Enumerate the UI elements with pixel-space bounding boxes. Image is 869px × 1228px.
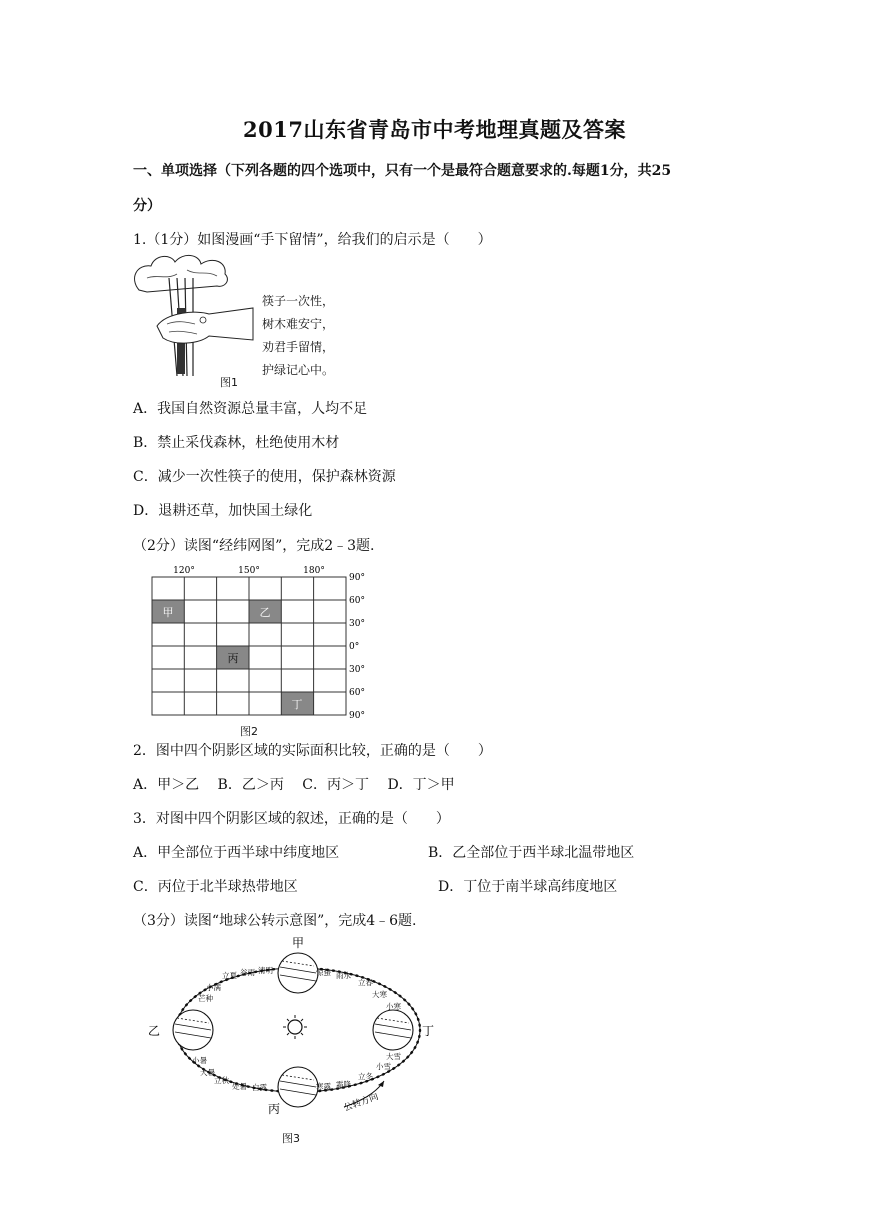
cell-label: 甲 xyxy=(162,606,174,619)
position-label: 丙 xyxy=(268,1102,281,1115)
q46-intro: （3分）读图“地球公转示意图”，完成4﹣6题. xyxy=(133,913,417,929)
lat-label: 0° xyxy=(349,642,360,652)
solar-term-label: 雨水 xyxy=(336,971,351,980)
q2-options: A．甲＞乙 B．乙＞丙 C．丙＞丁 D．丁＞甲 xyxy=(133,777,455,793)
q3-option-d: D．丁位于南半球高纬度地区 xyxy=(438,879,618,895)
solar-term-label: 小暑 xyxy=(192,1056,207,1065)
poem-line: 树木难安宁， xyxy=(262,317,335,331)
lat-label: 90° xyxy=(349,711,365,721)
figure-1-caption: 图1 xyxy=(220,376,238,389)
solar-term-label: 谷雨 xyxy=(240,968,255,977)
earth-globe xyxy=(278,1067,318,1107)
lat-label: 90° xyxy=(349,573,365,583)
solar-term-label: 白露 xyxy=(252,1083,267,1092)
earth-revolution-figure xyxy=(140,935,440,1115)
solar-term-label: 处暑 xyxy=(232,1082,247,1091)
q3-stem: 3．对图中四个阴影区域的叙述，正确的是（ ） xyxy=(133,811,450,827)
cell-label: 丙 xyxy=(227,652,239,665)
solar-term-label: 立秋 xyxy=(214,1076,229,1085)
q1-option-c: C．减少一次性筷子的使用，保护森林资源 xyxy=(133,469,396,485)
lat-label: 60° xyxy=(349,688,365,698)
lat-label: 30° xyxy=(349,619,365,629)
lon-label: 150° xyxy=(238,566,260,576)
cell-label: 丁 xyxy=(291,698,303,711)
q1-option-d: D．退耕还草，加快国土绿化 xyxy=(133,503,313,519)
q23-intro: （2分）读图“经纬网图”，完成2﹣3题. xyxy=(133,538,375,554)
lat-label: 30° xyxy=(349,665,365,675)
solar-term-label: 清明 xyxy=(258,966,273,975)
solar-term-label: 霜降 xyxy=(336,1080,351,1089)
solar-term-label: 小寒 xyxy=(386,1002,401,1011)
lat-lon-grid-figure xyxy=(145,560,375,725)
solar-term-label: 寒露 xyxy=(316,1082,331,1091)
section-heading-cont: 分） xyxy=(133,198,161,214)
poem-line: 护绿记心中。 xyxy=(262,363,335,377)
lon-label: 180° xyxy=(303,566,325,576)
position-label: 乙 xyxy=(148,1024,161,1038)
earth-globe xyxy=(278,953,318,993)
lat-label: 60° xyxy=(349,596,365,606)
solar-term-label: 小雪 xyxy=(376,1062,391,1071)
poem-line: 筷子一次性， xyxy=(262,294,335,308)
position-label: 丁 xyxy=(422,1024,435,1038)
poem-line: 劝君手留情， xyxy=(262,340,335,354)
cartoon-figure xyxy=(127,248,257,383)
figure-2-caption: 图2 xyxy=(240,725,258,738)
q1-stem: 1.（1分）如图漫画“手下留情”，给我们的启示是（ ） xyxy=(133,232,492,248)
solar-term-label: 惊蛰 xyxy=(316,968,331,977)
q1-option-a: A．我国自然资源总量丰富，人均不足 xyxy=(133,401,368,417)
cell-label: 乙 xyxy=(259,606,271,619)
solar-term-label: 大暑 xyxy=(200,1068,215,1077)
earth-globe xyxy=(373,1010,413,1050)
q2-stem: 2．图中四个阴影区域的实际面积比较，正确的是（ ） xyxy=(133,743,492,759)
page-title: 2017山东省青岛市中考地理真题及答案 xyxy=(243,117,626,142)
solar-term-label: 小满 xyxy=(206,983,221,992)
q3-option-a: A．甲全部位于西半球中纬度地区 xyxy=(133,845,340,861)
section-heading: 一、单项选择（下列各题的四个选项中，只有一个是最符合题意要求的.每题1分，共25 xyxy=(133,163,672,179)
cartoon-poem xyxy=(262,290,334,382)
solar-term-label: 芒种 xyxy=(198,994,213,1003)
lon-label: 120° xyxy=(173,566,195,576)
q1-option-b: B．禁止采伐森林，杜绝使用木材 xyxy=(133,435,340,451)
solar-term-label: 立冬 xyxy=(358,1072,373,1081)
q3-option-b: B．乙全部位于西半球北温带地区 xyxy=(428,845,635,861)
revolution-direction-label: 公转方向 xyxy=(342,1092,380,1114)
figure-3-caption: 图3 xyxy=(282,1132,300,1145)
q3-option-c: C．丙位于北半球热带地区 xyxy=(133,879,298,895)
position-label: 甲 xyxy=(292,936,305,950)
solar-term-label: 立春 xyxy=(358,978,373,987)
solar-term-label: 大雪 xyxy=(386,1052,401,1061)
solar-term-label: 大寒 xyxy=(372,990,387,999)
solar-term-label: 立夏 xyxy=(222,971,237,980)
earth-globe xyxy=(173,1010,213,1050)
